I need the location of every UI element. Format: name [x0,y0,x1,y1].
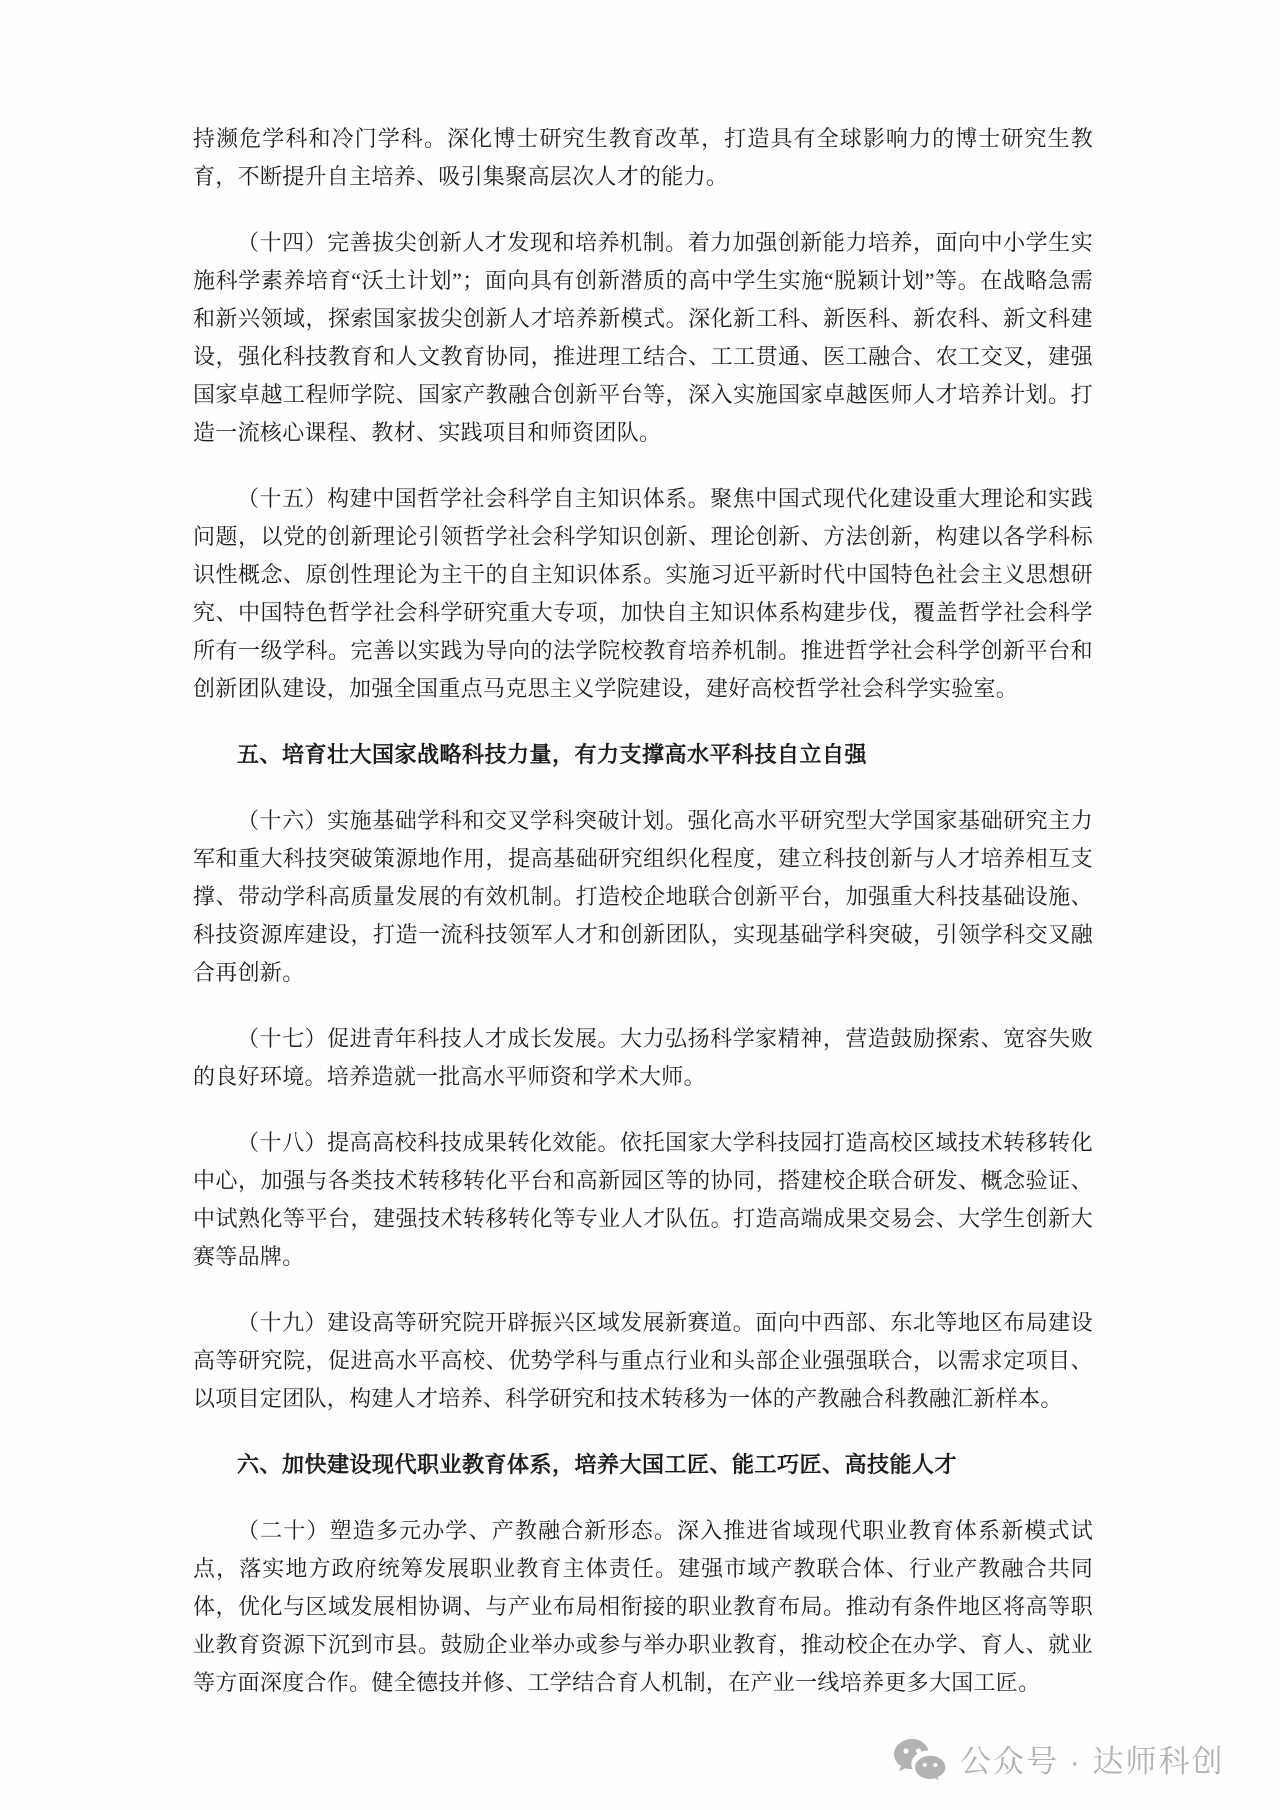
section-heading-5: 五、培育壮大国家战略科技力量，有力支撑高水平科技自立自强 [237,742,868,767]
paragraph-17: （十七）促进青年科技人才成长发展。大力弘扬科学家精神，营造鼓励探索、宽容失败的良好环境。培养造就一批高水平师资和学术大师。 [193,1026,1093,1089]
paragraph-14: （十四）完善拔尖创新人才发现和培养机制。着力加强创新能力培养，面向中小学生实施科学素养培育“沃土计划”；面向具有创新潜质的高中学生实施“脱颖计划”等。在战略急需和新兴领域，探索国家拔尖创新人才培养新模式。深化新工科、新医科、新农科、新文科建设，强化科技教育和人文教育协同，推进理工结合、工工贯通、医工融合、农工交叉，建强国家卓越工程师学院、国家产教融合创新平台等，深入实施国家卓越医师人才培养计划。打造一流核心课程、教材、实践项目和师资团队。 [193,230,1093,445]
watermark-label: 公众号 · 达师科创 [960,1744,1225,1779]
document-body [193,120,1093,1730]
paragraph-16: （十六）实施基础学科和交叉学科突破计划。强化高水平研究型大学国家基础研究主力军和重大科技突破策源地作用，提高基础研究组织化程度，建立科技创新与人才培养相互支撑、带动学科高质量发展的有效机制。打造校企地联合创新平台，加强重大科技基础设施、科技资源库建设，打造一流科技领军人才和创新团队，实现基础学科突破，引领学科交叉融合再创新。 [193,808,1093,985]
paragraph-19: （十九）建设高等研究院开辟振兴区域发展新赛道。面向中西部、东北等地区布局建设高等研究院，促进高水平高校、优势学科与重点行业和头部企业强强联合，以需求定项目、以项目定团队，构建人才培养、科学研究和技术转移为一体的产教融合科教融汇新样本。 [193,1310,1093,1411]
paragraph-continued: 持濒危学科和冷门学科。深化博士研究生教育改革，打造具有全球影响力的博士研究生教育，不断提升自主培养、吸引集聚高层次人才的能力。 [193,126,1093,189]
paragraph-20: （二十）塑造多元办学、产教融合新形态。深入推进省域现代职业教育体系新模式试点，落实地方政府统筹发展职业教育主体责任。建强市域产教联合体、行业产教融合共同体，优化与区域发展相协调、与产业布局相衔接的职业教育布局。推动有条件地区将高等职业教育资源下沉到市县。鼓励企业举办或参与举办职业教育，推动校企在办学、育人、就业等方面深度合作。健全德技并修、工学结合育人机制，在产业一线培养更多大国工匠。 [193,1518,1093,1695]
watermark [892,1738,1225,1786]
wechat-icon [892,1738,948,1786]
section-heading-6: 六、加快建设现代职业教育体系，培养大国工匠、能工巧匠、高技能人才 [237,1452,958,1477]
paragraph-15: （十五）构建中国哲学社会科学自主知识体系。聚焦中国式现代化建设重大理论和实践问题，以党的创新理论引领哲学社会科学知识创新、理论创新、方法创新，构建以各学科标识性概念、原创性理论为主干的自主知识体系。实施习近平新时代中国特色社会主义思想研究、中国特色哲学社会科学研究重大专项，加快自主知识体系构建步伐，覆盖哲学社会科学所有一级学科。完善以实践为导向的法学院校教育培养机制。推进哲学社会科学创新平台和创新团队建设，加强全国重点马克思主义学院建设，建好高校哲学社会科学实验室。 [193,486,1093,701]
paragraph-18: （十八）提高高校科技成果转化效能。依托国家大学科技园打造高校区域技术转移转化中心，加强与各类技术转移转化平台和高新园区等的协同，搭建校企联合研发、概念验证、中试熟化等平台，建强技术转移转化等专业人才队伍。打造高端成果交易会、大学生创新大赛等品牌。 [193,1130,1093,1269]
